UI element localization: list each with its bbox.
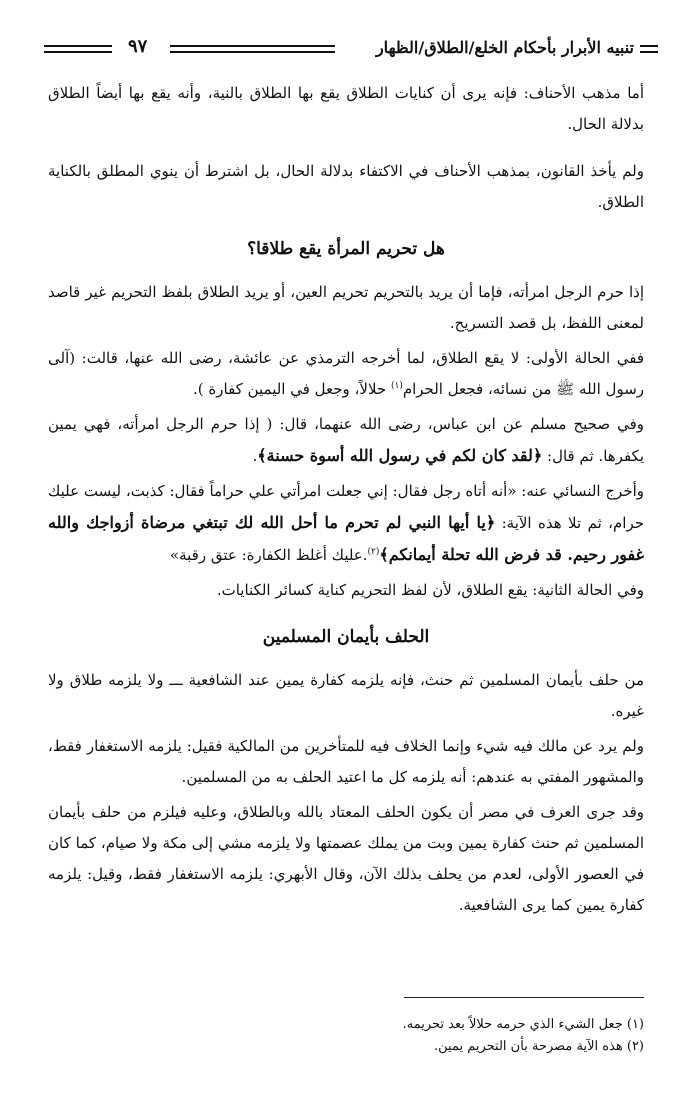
section-heading: هل تحريم المرأة يقع طلاقا؟ xyxy=(247,239,445,259)
footnote-separator xyxy=(404,997,644,998)
header-rule xyxy=(44,51,112,53)
main-text xyxy=(48,78,644,925)
paragraph: أما مذهب الأحناف: فإنه يرى أن كنايات الطلاق يقع بها الطلاق بالنية، وأنه يقع بها أيضاً الطلاق بدلالة الحال. xyxy=(48,84,644,133)
quran-verse: ﴿لقد كان لكم في رسول الله أسوة حسنة﴾ xyxy=(257,446,543,465)
footnote-ref: (٢) xyxy=(367,547,380,557)
book-title: تنبيه الأبرار بأحكام الخلع/الطلاق/الظهار xyxy=(375,38,634,57)
paragraph-text: . xyxy=(252,447,258,465)
paragraph-text: وفي صحيح مسلم عن ابن عباس، رضى الله عنهما، قال: ( إذا حرم الرجل امرأته، فهي يمين يكفرها. ثم قال: xyxy=(48,415,644,465)
paragraph: ولم يرد عن مالك فيه شيء وإنما الخلاف فيه للمتأخرين من المالكية فقيل: يلزمه الاستغفار فقط، والمشهور المفتي به عندهم: أنه يلزمه كل ما اعتيد الحلف به من المسلمين. xyxy=(48,737,644,786)
paragraph xyxy=(48,343,644,405)
header-rule xyxy=(170,45,335,47)
paragraph: من حلف بأيمان المسلمين ثم حنث، فإنه يلزمه كفارة يمين عند الشافعية ـــ ولا يلزمه طلاق ولا غيره. xyxy=(48,671,644,720)
footnotes xyxy=(48,1014,644,1058)
footnote: (١) جعل الشيء الذي حرمه حلالاً بعد تحريمه. xyxy=(402,1017,644,1032)
section-heading: الحلف بأيمان المسلمين xyxy=(262,627,430,647)
paragraph: ولم يأخذ القانون، بمذهب الأحناف في الاكتفاء بدلالة الحال، بل اشترط أن ينوي المطلق بالكناية الطلاق. xyxy=(48,162,644,211)
paragraph: وقد جرى العرف في مصر أن يكون الحلف المعتاد بالله وبالطلاق، وعليه فيلزم من حلف بأيمان المسلمين ثم حنث كفارة يمين وبت من يملك عصمتها ولا يلزمه مشي إلى مكة ولا صيام، كما كان في العصور الأولى، لعدم من يحلف بذلك الآن، وقال الأبهري: يلزمه الاستغفار فقط، وقيل: يلزمه كفارة يمين كما يرى الشافعية. xyxy=(48,803,644,914)
quran-verse: ﴿يا أيها النبي لم تحرم ما أحل الله لك تبتغي مرضاة أزواجك والله غفور رحيم. قد فرض الله تحلة أيمانكم﴾ xyxy=(48,513,644,564)
footnote: (٢) هذه الآية مصرحة بأن التحريم يمين. xyxy=(434,1039,644,1054)
paragraph-text: وأخرج النسائي عنه: «أنه أتاه رجل فقال: إني جعلت امرأتي علي حراماً فقال: كذبت، ليست عليك حرام، ثم تلا هذه الآية: xyxy=(48,482,644,532)
header-rule xyxy=(640,45,658,47)
paragraph: وفي الحالة الثانية: يقع الطلاق، لأن لفظ التحريم كناية كسائر الكنايات. xyxy=(216,581,644,599)
paragraph-text: حلالاً، وجعل في اليمين كفارة ). xyxy=(193,380,391,398)
paragraph xyxy=(48,476,644,571)
paragraph xyxy=(48,409,644,472)
paragraph-text: .عليك أغلظ الكفارة: عتق رقبة» xyxy=(169,546,368,564)
page-number: ٩٧ xyxy=(128,36,148,57)
footnote-ref: (١) xyxy=(390,381,403,391)
header-rule xyxy=(640,51,658,53)
paragraph-text: ففي الحالة الأولى: لا يقع الطلاق، لما أخرجه الترمذي عن عائشة، رضى الله عنها، قالت: (آلى رسول الله ﷺ من نسائه، فجعل الحرام xyxy=(48,349,645,398)
running-header xyxy=(44,36,658,64)
header-rule xyxy=(44,45,112,47)
paragraph: إذا حرم الرجل امرأته، فإما أن يريد بالتحريم تحريم العين، أو يريد الطلاق بلفظ التحريم غير قاصد لمعنى اللفظ، بل قصد التسريح. xyxy=(48,283,644,332)
header-rule xyxy=(170,51,335,53)
